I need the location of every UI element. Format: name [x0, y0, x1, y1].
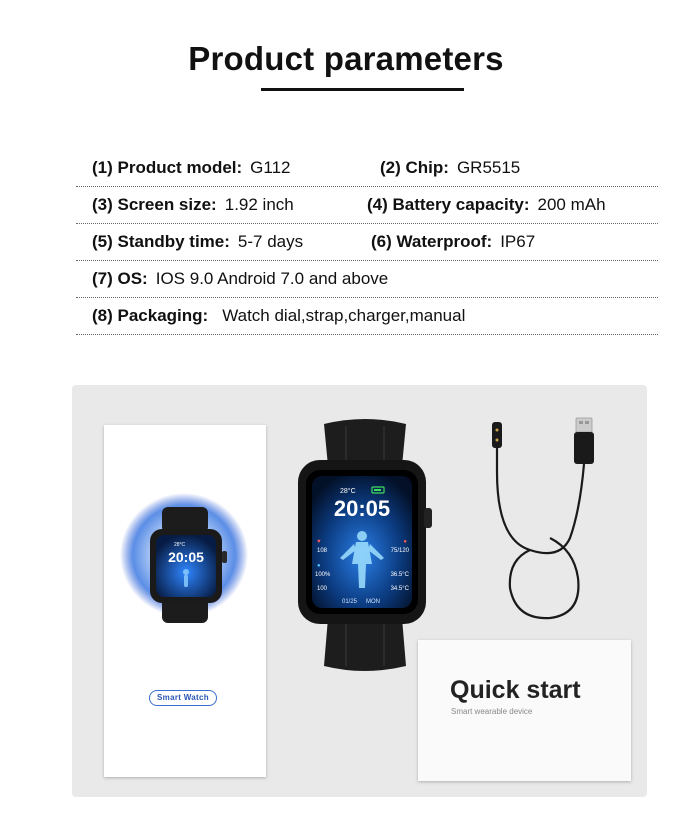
heart-rate-value: 108	[317, 548, 328, 554]
body-temp-value: 36.5°C	[390, 572, 409, 578]
magnetic-charger-head	[492, 422, 502, 448]
param-label: (5) Standby time:	[92, 232, 230, 251]
box-watch-illustration	[104, 425, 266, 777]
param-row	[76, 150, 658, 187]
param-cell	[92, 232, 303, 252]
param-cell	[92, 195, 294, 215]
title-underline	[261, 88, 464, 91]
parameters-table	[76, 150, 658, 335]
skin-temp-value: 34.5°C	[390, 586, 409, 592]
param-label: (7) OS:	[92, 269, 148, 288]
param-label: (6) Waterproof:	[371, 232, 493, 251]
watch-time: 20:05	[333, 496, 391, 521]
param-value: 200 mAh	[537, 195, 606, 214]
param-row	[76, 261, 658, 298]
param-value: 5-7 days	[237, 232, 304, 251]
watch-strap-bottom	[324, 618, 406, 671]
heart-icon: ♥	[317, 539, 321, 545]
param-label: (3) Screen size:	[92, 195, 217, 214]
box-watch-time: 20:05	[168, 549, 204, 565]
weekday-value: MON	[366, 599, 380, 605]
param-row	[76, 224, 658, 261]
charging-cable-illustration	[490, 410, 610, 630]
param-row	[76, 187, 658, 224]
usb-plug-housing	[574, 432, 594, 464]
cable-wire	[497, 448, 584, 553]
param-value: IP67	[500, 232, 536, 251]
spo2-value: 100%	[315, 572, 331, 578]
blood-pressure-value: 75/120	[390, 548, 409, 554]
page-title: Product parameters	[188, 40, 504, 77]
quick-start-manual	[418, 640, 631, 781]
retail-box	[104, 425, 266, 777]
steps-value: 100	[317, 586, 328, 592]
date-value: 01/25	[342, 599, 358, 605]
watch-temp: 28°C	[340, 488, 356, 495]
watch-crown	[424, 508, 432, 528]
smart-watch-badge: Smart Watch	[149, 690, 217, 706]
param-row	[76, 298, 658, 335]
usb-connector	[576, 418, 592, 432]
param-value: Watch dial,strap,charger,manual	[222, 306, 466, 325]
param-label: (1) Product model:	[92, 158, 243, 177]
pressure-icon: ●	[403, 539, 407, 545]
smart-watch-illustration	[290, 418, 440, 678]
manual-title: Quick start	[450, 676, 581, 704]
param-cell	[367, 195, 606, 215]
box-watch-temp: 28°C	[174, 542, 186, 548]
param-cell	[371, 232, 535, 252]
param-value: 1.92 inch	[224, 195, 294, 214]
param-value: G112	[250, 158, 291, 177]
param-cell	[92, 306, 465, 326]
param-value: GR5515	[456, 158, 521, 177]
param-label: (8) Packaging:	[92, 306, 209, 325]
param-label: (4) Battery capacity:	[367, 195, 530, 214]
param-label: (2) Chip:	[380, 158, 449, 177]
param-cell	[92, 158, 291, 178]
param-cell	[92, 269, 388, 289]
param-value: IOS 9.0 Android 7.0 and above	[155, 269, 389, 288]
manual-subtitle: Smart wearable device	[451, 707, 533, 716]
param-cell	[380, 158, 520, 178]
drop-icon: ●	[317, 563, 321, 569]
watch-strap-top	[324, 419, 406, 466]
